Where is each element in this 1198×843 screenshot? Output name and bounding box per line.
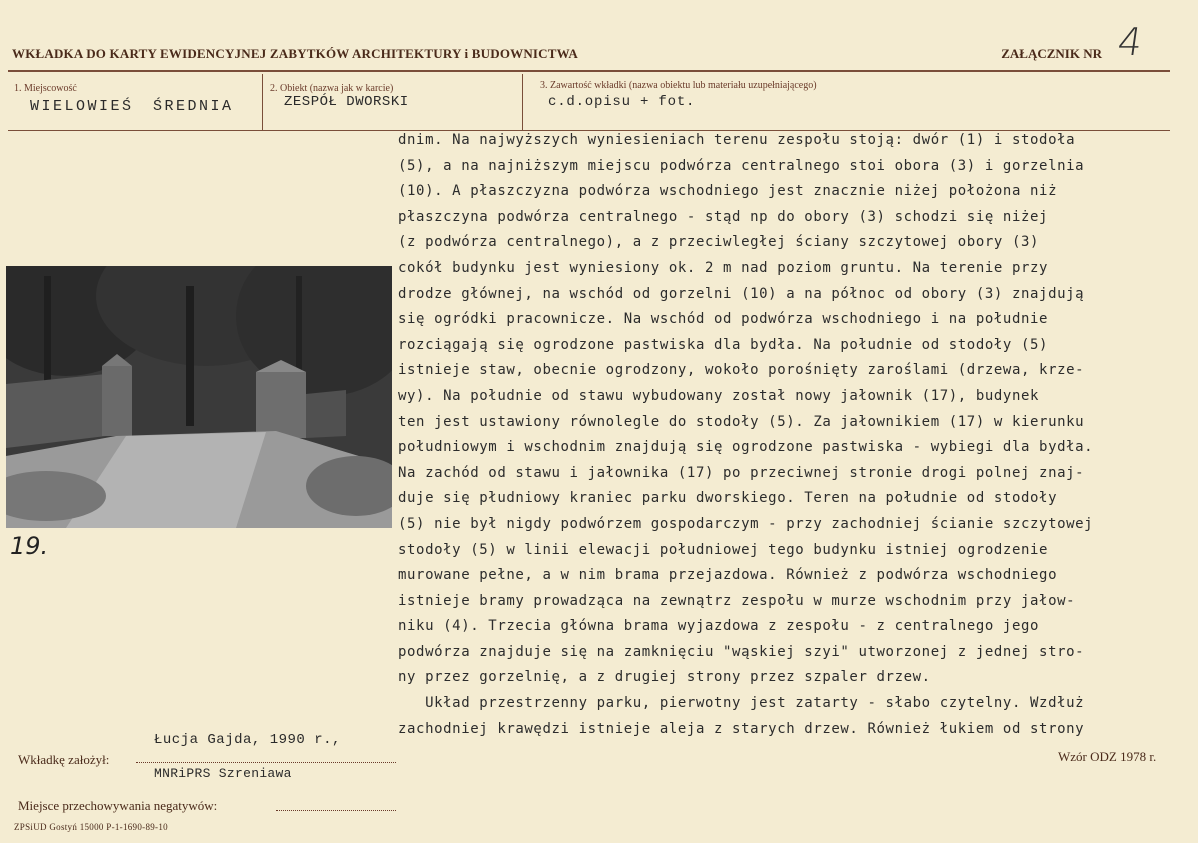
negatives-line bbox=[276, 810, 396, 811]
description-line: (10). A płaszczyzna podwórza wschodniego jest znacznie niżej położona niż bbox=[398, 183, 1058, 200]
description-line: istnieje bramy prowadząca na zewnątrz zespołu w murze wschodnim przy jałow- bbox=[398, 592, 1076, 609]
author-line: Łucja Gajda, 1990 r., bbox=[154, 732, 341, 748]
attachment-number: 4 bbox=[1114, 20, 1146, 64]
field-3-value: c.d.opisu + fot. bbox=[548, 94, 696, 110]
description-line: ten jest ustawiony równolegle do stodoły (5). Za jałownikiem (17) w kierunku bbox=[398, 413, 1085, 430]
description-line: (5) nie był nigdy podwórzem gospodarczym - przy zachodniej ścianie szczytowej bbox=[398, 515, 1094, 532]
description-line: Układ przestrzenny parku, pierwotny jest zatarty - słabo czytelny. Wzdłuż bbox=[398, 695, 1085, 712]
description-line: drodze głównej, na wschód od gorzelni (10) a na północ od obory (3) znajdują bbox=[398, 285, 1085, 302]
description-line: rozciągają się ogrodzone pastwiska dla bydła. Na południe od stodoły (5) bbox=[398, 336, 1049, 353]
description-text bbox=[398, 128, 1188, 742]
field-1-value: WIELOWIEŚ ŚREDNIA bbox=[30, 98, 234, 115]
photo-number: 19. bbox=[10, 532, 49, 560]
prepared-by-line bbox=[136, 762, 396, 763]
prepared-by-label: Wkładkę założył: bbox=[18, 752, 110, 767]
description-line: istnieje staw, obecnie ogrodzony, wokoło porośnięty zaroślami (drzewa, krze- bbox=[398, 362, 1085, 379]
field-divider-1 bbox=[262, 74, 263, 130]
printer-imprint: ZPSiUD Gostyń 15000 P-1-1690-89-10 bbox=[14, 822, 168, 832]
description-line: wy). Na południe od stawu wybudowany został nowy jałownik (17), budynek bbox=[398, 387, 1040, 404]
description-line: stodoły (5) w linii elewacji południowej tego budynku istniej ogrodzenie bbox=[398, 541, 1049, 558]
description-line: (z podwórza centralnego), a z przeciwległej ściany szczytowej obory (3) bbox=[398, 234, 1040, 251]
description-line: dnim. Na najwyższych wyniesieniach terenu zespołu stoją: dwór (1) i stodoła bbox=[398, 132, 1076, 148]
form-title: WKŁADKA DO KARTY EWIDENCYJNEJ ZABYTKÓW ARCHITEKTURY i BUDOWNICTWA bbox=[12, 46, 578, 61]
field-divider-2 bbox=[522, 74, 523, 130]
description-line: murowane pełne, a w nim brama przejazdowa. Również z podwórza wschodniego bbox=[398, 567, 1058, 584]
field-2-value: ZESPÓŁ DWORSKI bbox=[284, 94, 409, 110]
description-line: Na zachód od stawu i jałownika (17) po przeciwnej stronie drogi polnej znaj- bbox=[398, 464, 1085, 481]
description-line: cokół budynku jest wyniesiony ok. 2 m nad poziom gruntu. Na terenie przy bbox=[398, 259, 1049, 276]
header-rule bbox=[8, 70, 1170, 72]
estate-gate-photo bbox=[6, 266, 392, 528]
description-line: duje się płudniowy kraniec parku dworskiego. Teren na południe od stodoły bbox=[398, 490, 1058, 507]
photo-drawing bbox=[6, 266, 392, 528]
description-line: płaszczyna podwórza centralnego - stąd np do obory (3) schodzi się niżej bbox=[398, 208, 1049, 225]
description-line: podwórza znajduje się na zamknięciu "wąskiej szyi" utworzonej z jednej stro- bbox=[398, 643, 1085, 660]
description-line: południowym i wschodnim znajdują się ogrodzone pastwiska - wybiegi dla bydła. bbox=[398, 439, 1094, 456]
template-version: Wzór ODZ 1978 r. bbox=[1058, 749, 1157, 764]
description-line: niku (4). Trzecia główna brama wyjazdowa z zespołu - z centralnego jego bbox=[398, 618, 1040, 635]
field-2-label: 2. Obiekt (nazwa jak w karcie) bbox=[270, 83, 394, 94]
institution-line: MNRiPRS Szreniawa bbox=[154, 766, 292, 781]
description-line: zachodniej krawędzi istnieje aleja z starych drzew. Również łukiem od strony bbox=[398, 720, 1085, 737]
description-line: się ogródki pracownicze. Na wschód od podwórza wschodniego i na południe bbox=[398, 311, 1049, 328]
description-line: ny przez gorzelnię, a z drugiej strony przez szpaler drzew. bbox=[398, 669, 931, 686]
negatives-label: Miejsce przechowywania negatywów: bbox=[18, 798, 218, 813]
attachment-label: ZAŁĄCZNIK NR bbox=[1001, 46, 1102, 61]
field-3-label: 3. Zawartość wkładki (nazwa obiektu lub materiału uzupełniającego) bbox=[540, 80, 817, 91]
description-line: (5), a na najniższym miejscu podwórza centralnego stoi obora (3) i gorzelnia bbox=[398, 157, 1085, 174]
field-1-label: 1. Miejscowość bbox=[14, 83, 77, 94]
